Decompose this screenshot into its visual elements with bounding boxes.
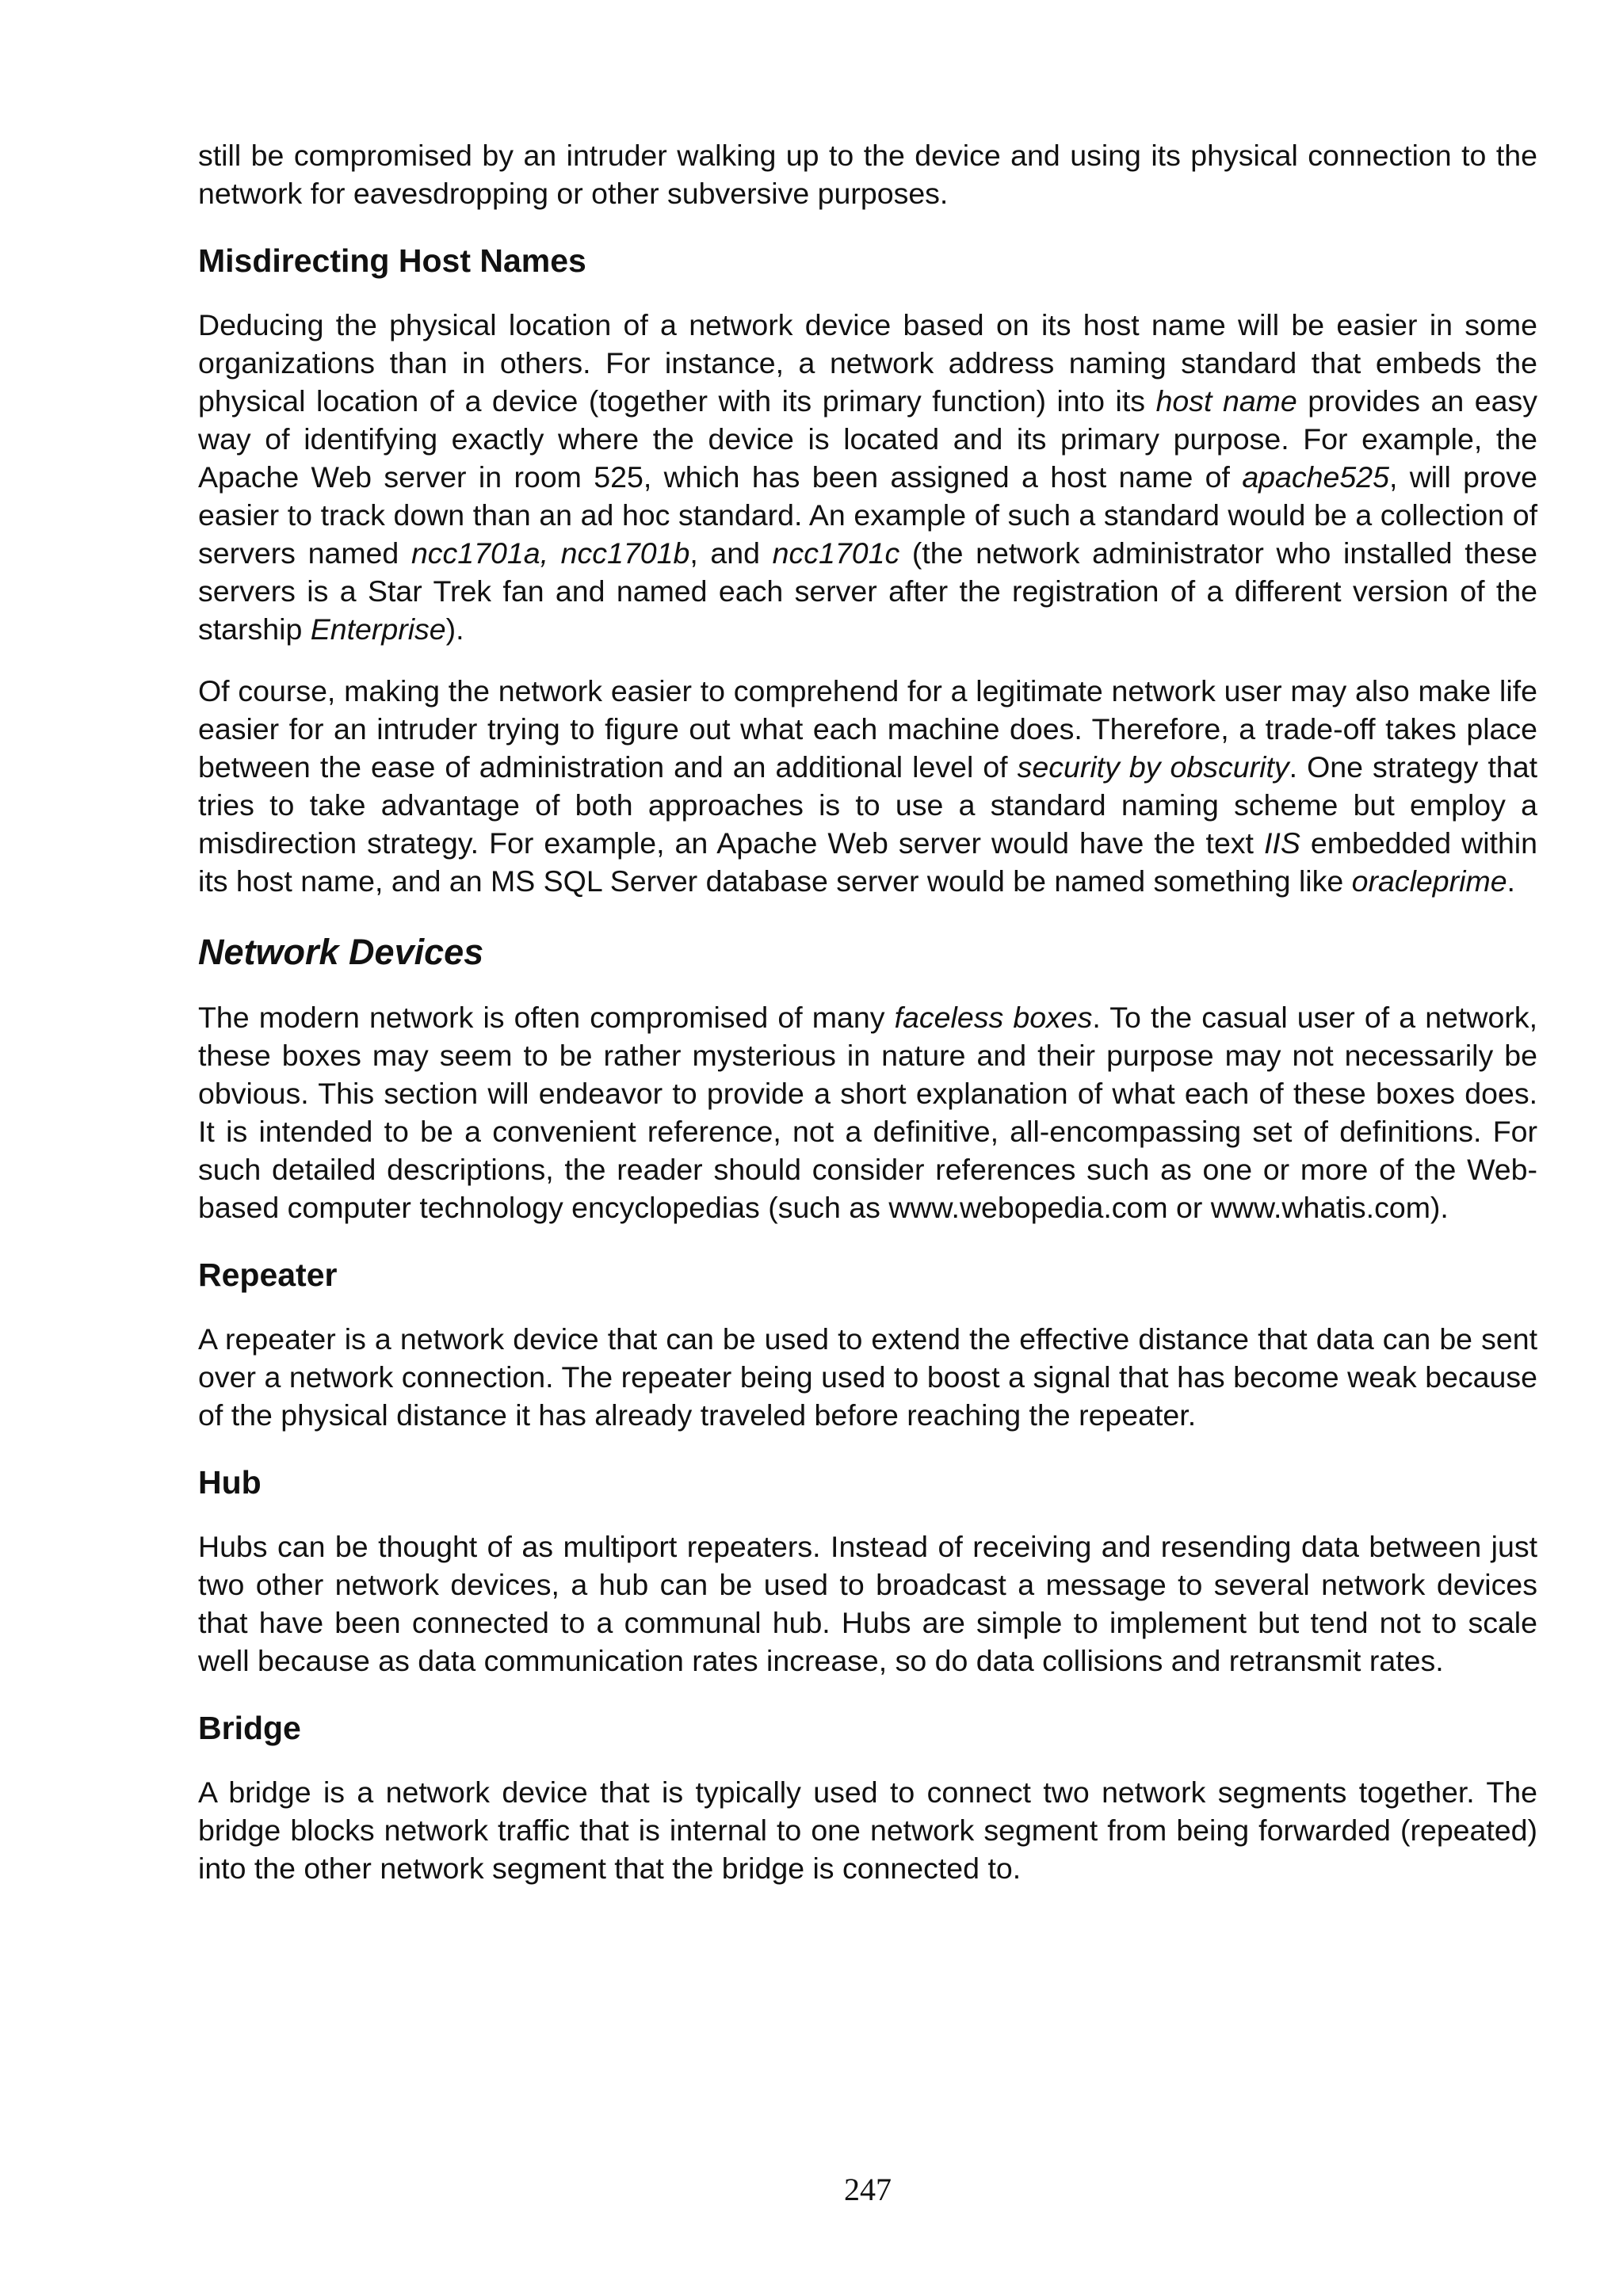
italic-term: host name	[1155, 384, 1297, 418]
italic-term: security by obscurity	[1017, 750, 1289, 784]
page-body	[198, 133, 1537, 1887]
heading-repeater: Repeater	[198, 1257, 338, 1293]
italic-term: ncc1701a, ncc1701b	[411, 536, 690, 570]
heading-bridge: Bridge	[198, 1710, 301, 1746]
italic-term: IIS	[1264, 826, 1300, 860]
italic-term: Enterprise	[310, 612, 446, 646]
intro-paragraph: still be compromised by an intruder walking up to the device and using its physical connection to the network for eavesdropping or other subversive purposes.	[198, 139, 1537, 210]
page-number: 247	[844, 2172, 892, 2207]
heading-misdirecting-host-names: Misdirecting Host Names	[198, 242, 586, 279]
repeater-paragraph: A repeater is a network device that can be used to extend the effective distance that data can be sent over a network connection. The repeater being used to boost a signal that has become weak because of the physical distance it has already traveled before reaching the repeater.	[198, 1322, 1537, 1432]
heading-hub: Hub	[198, 1464, 262, 1501]
italic-term: oracleprime	[1351, 864, 1507, 898]
hub-paragraph: Hubs can be thought of as multiport repeaters. Instead of receiving and resending data between just two other network devices, a hub can be used to broadcast a message to several network devices that have been connected to a communal hub. Hubs are simple to implement but tend not to scale well because as data communication rates increase, so do data collisions and retransmit rates.	[198, 1530, 1537, 1677]
italic-term: faceless boxes	[894, 1001, 1093, 1034]
misdirecting-paragraph-2: Of course, making the network easier to comprehend for a legitimate network user may also make life easier for an intruder trying to figure out what each machine does. Therefore, a trade-off takes place between the ease of administration and an additional level of security by obscurity. One strategy that tries to take advantage of both approaches is to use a standard naming scheme but employ a misdirection strategy. For example, an Apache Web server would have the text IIS embedded within its host name, and an MS SQL Server database server would be named something like oracleprime.	[198, 674, 1538, 898]
heading-network-devices: Network Devices	[198, 932, 484, 972]
italic-term: apache525	[1242, 460, 1389, 494]
italic-term: ncc1701c	[772, 536, 900, 570]
bridge-paragraph: A bridge is a network device that is typically used to connect two network segments together. The bridge blocks network traffic that is internal to one network segment from being forwarded (repeated) into the other network segment that the bridge is connected to.	[198, 1775, 1537, 1885]
network-devices-paragraph: The modern network is often compromised of many faceless boxes. To the casual user of a network, these boxes may seem to be rather mysterious in nature and their purpose may not necessarily be obvious. This section will endeavor to provide a short explanation of what each of these boxes does. It is intended to be a convenient reference, not a definitive, all-encompassing set of definitions. For such detailed descriptions, the reader should consider references such as one or more of the Web-based computer technology encyclopedias (such as www.webopedia.com or www.whatis.com).	[198, 1001, 1537, 1224]
misdirecting-paragraph-1: Deducing the physical location of a network device based on its host name will be easier in some organizations than in others. For instance, a network address naming standard that embeds the physical location of a device (together with its primary function) into its host name provides an easy way of identifying exactly where the device is located and its primary purpose. For example, the Apache Web server in room 525, which has been assigned a host name of apache525, will prove easier to track down than an ad hoc standard. An example of such a standard would be a collection of servers named ncc1701a, ncc1701b, and ncc1701c (the network administrator who installed these servers is a Star Trek fan and named each server after the registration of a different version of the starship Enterprise).	[198, 308, 1538, 646]
